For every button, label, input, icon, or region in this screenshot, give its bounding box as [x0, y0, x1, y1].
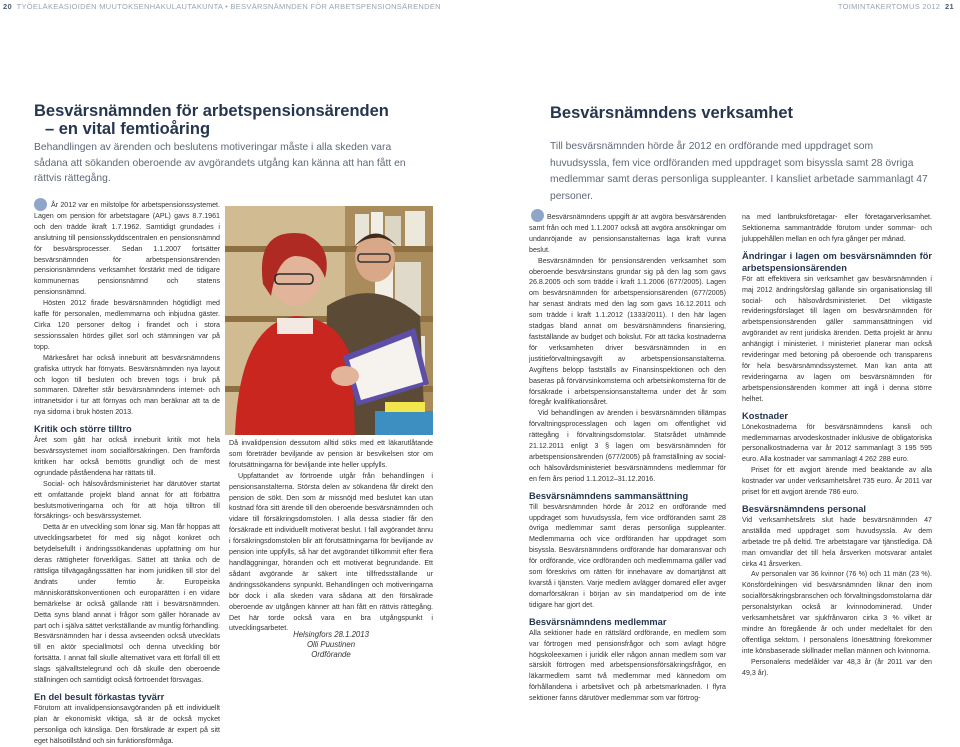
office-photo: [225, 206, 433, 435]
paragraph: Uppfattandet av förtroende utgår från behandlingen i pensionsanstalterna. Största delen av sökandena får direkt den pension de sökt. Den som är missnöjd med beslutet kan utan kostnad föra sitt ärende till den oberoende besvärsnämnden och vidare till försäkringsdomstolen. I alla dessa stadier får den försäkrade ett individuellt motiverat beslut. I fall avgörandet ännu i försäkringsdomstolen blir att förutsättningarna för beviljande av pension inte uppfylls, så har det avgörandet tillkommit efter flera handläggningar, höranden och ett motiverat begrundande. Ett sådant avgörande är säkert inte tillfredsställande ur ändringssökandens synpunkt. Behandlingen och motiveringarna bör dock i alla skeden vara sådana att den försäkrade oberoende av utgången känner att han fått en rättvis rättegång. Det här torde också vara en bra utgångspunkt i utvecklingsarbetet.: [229, 471, 433, 633]
section-heading: Ändringar i lagen om besvärsnämnden för arbetspensionsärenden: [742, 250, 932, 273]
paragraph: Alla sektioner hade en rättslärd ordförande, en medlem som var förtrogen med pensionsfrågor och som avlagt högre högskoleexamen i juridik eller någon annan medlem som var särskilt förtrogen med arbetspensionsförsäkringsfrågor, en läkarmedlem samt två medlemmar med kännedom om förhållandena i arbetslivet och på arbetsmarknaden. I flyra sektioner fanns därutöver medlemmar som var förtrog-: [529, 628, 726, 703]
running-head-right-text: TOIMINTAKERTOMUS 2012: [837, 2, 941, 11]
left-page-title: [34, 102, 414, 138]
left-title-block: [34, 102, 414, 187]
running-head-right: [838, 2, 954, 11]
running-head-left: [3, 2, 441, 11]
office-photo-illustration: [225, 206, 433, 435]
section-heading: En del besult förkastas tyvärr: [34, 691, 165, 702]
paragraph: Besvärsnämnden för pensionsärenden verksamhet som oberoende besvärsinstans grundar sig på den lag som gavs 26.8.2005 och som trädde i kraft 1.1.2006 (677/2005). Lagen om besvärsnämnden för arbetspensionsärenden (677/2005) har senast ändrats med den lag som gavs 16.12.2011 och som trädde i kraft 1.1.2012 (1333/2011). I den här lagen stadgas bland annat om besvärsnämndens finansiering, fastställande av budget och bokslut. För att täcka kostnaderna för verksamheten driver besvärsnämnden in en justitieförvaltningsavgift av arbetspensionsanstalterna. Avgiftens belopp fastställs av Finansinspektionen och den baseras på förvärvsinkomsterna och arbetsinkomsterna för de försäkrade i arbetspensionsanstalterna under det år som föregår kvalifikationsåret.: [529, 256, 726, 407]
paragraph: Besvärsnämndens uppgift är att avgöra besvärsärenden samt från och med 1.1.2007 också att avgöra ansökningar om undanröjande av pensionsanstalternas laga kraft vunna beslut.: [529, 213, 726, 254]
right-lead: Till besvärsnämnden hörde år 2012 en ordförande med uppdraget som huvudsyssla, fem vice ordföranden med uppdraget som bisyssla samt 28 övriga medlemmar samt deras personliga suppleanter. I kansliet arbetade sammanlagt 47 personer.: [550, 141, 928, 202]
paragraph: Av personalen var 36 kvinnor (76 %) och 11 män (23 %). Könsfördelningen vid besvärsnämnden liknar den inom socialförsäkringsbranschen och förvaltningsdomstolarna där personalstyrkan också är kvinnodominerad. Under verksamhetsåret var sjukfrånvaron cirka 3 % vilket är mindre än föregående år och under medeltalet för den offentliga sektorn. I personalens lönesättning förekommer inte könsbaserade skillnader mellan männen och kvinnorna.: [742, 570, 932, 655]
paragraph: Då invalidpension dessutom alltid söks med ett läkarutlåtande som företräder beviljande av pension är besvikelsen stor om förutsättningarna för beviljande inte heller uppfylls.: [229, 439, 433, 469]
paragraph: na med lantbruksföretagar- eller företagarverksamhet. Sektionerna sammanträdde förutom under sommar- och juluppehållen mellan en och fyra gånger per månad.: [742, 213, 932, 243]
section-heading: Besvärsnämndens personal: [742, 503, 867, 514]
paragraph: Vid behandlingen av ärenden i besvärsnämnden tillämpas förvaltningsprocesslagen och lagen om offentlighet vid rättegång i förvaltningsdomstolar. Statsrådet utnämnde 21.12.2011 enligt 3 § lagen om besvärsnämnden för arbetspensionsärenden (677/2005) på framställning av social- och hälsovårdsministeriet besvärsnämndens medlemmar för en fem års period 1.1.2012–31.12.2016.: [529, 409, 726, 483]
paragraph: Märkesåret har också inneburit att besvärsnämndens grafiska uttryck har förnyats. Besvärsnämnden nya layout och logon till besluten och breven togs i bruk på sommaren. Därefter står besvärsnämndens internet- och intranetsidor i tur att förnyas och man beräknar att ta de nya sidorna i bruk hösten 2013.: [34, 353, 220, 417]
column-1: [34, 200, 220, 747]
paragraph: Vid verksamhetsårets slut hade besvärsnämnden 47 anställda med uppdraget som huvudsyssla. Av dem arbetade tre på deltid. Tre arbetstagare var tjänstlediga. Då man omvandlar det till hela årsverken motsvarar antalet cirka 41 årsverken.: [742, 515, 932, 568]
paragraph: Till besvärsnämnden hörde år 2012 en ordförande med uppdraget som huvudsyssla, fem vice ordföranden samt 28 övriga medlemmar samt deras personliga suppleanter. Medlemmarna och vice ordföranden har uppdraget som bisyssla. Besvärsnämndens ordförande har domaransvar och för ordförande, vice ordföranden och medlemmarna gäller vad som föreskrivs om rätten för innehavare av domartjänst att kvarstå i tjänsten. Varje medlem avlägger domared eller avger domarförsäkran i början av sin mandatperiod om de inte tidigare har gjort det.: [529, 502, 726, 609]
page-number-left: 20: [3, 2, 12, 11]
paragraph: Personalens medelålder var 48,3 år (år 2011 var den 49,3 år).: [742, 657, 932, 677]
left-title-line2: – en vital femtioåring: [45, 120, 211, 138]
column-3: [529, 212, 726, 704]
left-lead: Behandlingen av ärenden och beslutens motiveringar måste i alla skeden vara sådana att sökanden oberoende av avgörandets utgång kan känna att han fått en rättvis rättegång.: [34, 142, 406, 184]
left-title-line1: Besvärsnämnden för arbetspensionsärenden: [34, 102, 389, 120]
page-number-right: 21: [945, 2, 954, 11]
section-heading: Besvärsnämndens medlemmar: [529, 616, 667, 627]
signature-name: Olli Puustinen: [306, 640, 356, 649]
paragraph: För att effektivera sin verksamhet gav besvärsnämnden i maj 2012 ändringsförslag gällande sin organisationslag till social- och hälsovårdsministeriet. Det viktigaste revideringsförslaget till lagen om besvärsnämnden för arbetspensionsärenden gäller sammansättningen vid avgörandet av rent juridiska ärenden. Detta projekt är ännu anhängigt i ministeriet. I ministeriet planerar man också revideringar med betoning på oberoende och transparens för hela besvärsnämndssystemet. Man kan anta att revideringarna av lagen om besvärsnämnden för arbetspensionsärenden kommer att ingå i denna större helhet.: [742, 274, 932, 403]
paragraph: Lönekostnaderna för besvärsnämndens kansli och medlemmarnas arvodeskostnader inklusive de obligatoriska personalkostnaderna var år 2012 sammanlagt 3 195 595 euro. Alla kostnader var sammanlagt 4 262 288 euro.: [742, 422, 932, 464]
running-head-left-text: TYÖELÄKEASIOIDEN MUUTOKSENHAKULAUTAKUNTA • BESVÄRSNÄMNDEN FÖR ARBETSPENSIONSÄRENDEN: [16, 2, 441, 11]
paragraph: Priset för ett avgjort ärende med beaktande av alla kostnader var under verksamhetsåret 735 euro. År 2011 var priset för ett avgjort ärende 786 euro.: [742, 466, 932, 497]
column-2: [229, 438, 433, 634]
paragraph: Social- och hälsovårdsministeriet har därutöver startat ett omfattande projekt bland annat för att förbättra beslutsmotiveringarna och för att höja tilltron till försäkrings- och besvärssystemet.: [34, 479, 220, 521]
paragraph: År 2012 var en milstolpe för arbetspensionssystemet. Lagen om pension för arbetstagare (APL) gavs 8.7.1961 och den trädde ikraft 1.7.1962. Samtidigt grundades i anslutning till pensionsskyddscentralen en pensionsnämnd för besvärsprocesser. Sedan 1.1.2007 fortsätter besvärsnämnden för arbetspensionsärenden pensionsnämndens verksamhet förstärkt med de tidigare kommunernas pensionsnämnd och statens pensionsnämnd.: [34, 201, 220, 297]
right-title-block: [550, 104, 930, 205]
section-heading: Kritik och större tilltro: [34, 424, 132, 435]
signature-block: [229, 630, 433, 660]
signature-place-date: Helsingfors 28.1.2013: [293, 630, 369, 639]
paragraph: Förutom att invalidpensionsavgöranden på ett individuellt plan är ekonomiskt viktiga, så är de också mycket personliga och känsliga. Den försäkrade är expert på sitt eget hälsotillstånd och sin funktionsförmåga.: [34, 703, 220, 745]
right-page-title: Besvärsnämndens verksamhet: [550, 104, 794, 122]
section-heading: Kostnader: [742, 410, 788, 421]
column-4: [742, 212, 932, 679]
paragraph: Hösten 2012 firade besvärsnämnden högtidligt med kaffe för personalen, medlemmarna och inbjudna gäster. Cirka 120 personer deltog i firandet och i stora sessionssalen hördes gillet sorl och stämningen var på topp.: [34, 299, 220, 351]
paragraph: Året som gått har också inneburit kritik mot hela besvärssystemet inom socialförsäkringen. Den framförda kritiken har också bemötts grundligt och de mest ogrundade påståendena har rättats till.: [34, 436, 220, 477]
paragraph: Detta är en utveckling som lönar sig. Man får hoppas att utvecklingsarbetet för med sig något konkret och betydelsefullt i ändringssökandenas uppfattning om hur deras rättigheter förverkligas. Sättet att tänka och de rättsliga tillvägagångssätten har inom juridiken till stor del ändrats under femtio år. Europeiska människorättskonventionen och europarätten i en vidare bemärkelse är också gällande rätt i besvärsnämnden. Detta syns bland annat i frågor som gäller höranade av part och i själva sättet verkställande av muntlig förhandling. Besvärsnämnden har i dessa avseenden också utvecklats till en aktör speciallmotsl och denna utveckling bör fortsätta. I annat fall skulle alternativet vara ett förfall till ett slags självalltstelegrund och då skulle den oberoende ställningen och samtidigt också förtroendet försvagas.: [34, 523, 220, 685]
signature-role: Ordförande: [311, 650, 351, 659]
section-heading: Besvärsnämndens sammansättning: [529, 490, 689, 501]
